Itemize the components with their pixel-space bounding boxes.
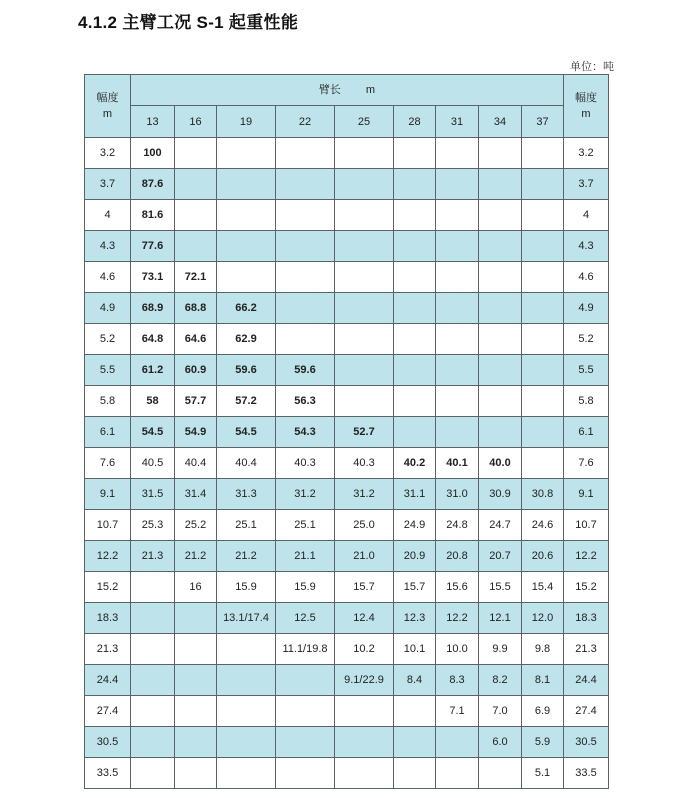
capacity-cell: 15.4	[522, 572, 564, 603]
capacity-cell: 25.3	[131, 510, 175, 541]
capacity-cell: 15.5	[479, 572, 522, 603]
radius-cell-left: 4.6	[85, 262, 131, 293]
radius-cell-right: 5.5	[564, 355, 609, 386]
capacity-cell: 12.3	[394, 603, 436, 634]
capacity-cell	[479, 138, 522, 169]
capacity-cell	[276, 231, 335, 262]
radius-cell-left: 4	[85, 200, 131, 231]
capacity-cell: 8.4	[394, 665, 436, 696]
capacity-cell	[335, 262, 394, 293]
capacity-cell: 40.3	[335, 448, 394, 479]
capacity-cell	[276, 293, 335, 324]
capacity-cell: 7.1	[436, 696, 479, 727]
capacity-cell: 40.3	[276, 448, 335, 479]
capacity-cell: 16	[175, 572, 217, 603]
capacity-cell	[394, 138, 436, 169]
capacity-cell: 12.2	[436, 603, 479, 634]
capacity-cell: 72.1	[175, 262, 217, 293]
radius-cell-right: 5.2	[564, 324, 609, 355]
capacity-cell	[436, 262, 479, 293]
capacity-cell	[175, 200, 217, 231]
capacity-cell: 64.6	[175, 324, 217, 355]
radius-cell-right: 18.3	[564, 603, 609, 634]
capacity-cell: 21.1	[276, 541, 335, 572]
radius-cell-right: 4.9	[564, 293, 609, 324]
table-row	[85, 417, 609, 448]
capacity-cell	[276, 200, 335, 231]
radius-cell-left: 24.4	[85, 665, 131, 696]
capacity-cell	[436, 324, 479, 355]
capacity-cell	[217, 634, 276, 665]
capacity-cell	[131, 696, 175, 727]
radius-cell-right: 7.6	[564, 448, 609, 479]
capacity-cell	[335, 696, 394, 727]
capacity-cell	[479, 169, 522, 200]
capacity-cell	[335, 758, 394, 789]
capacity-cell	[479, 758, 522, 789]
radius-cell-right: 4.6	[564, 262, 609, 293]
table-row	[85, 541, 609, 572]
capacity-cell: 21.2	[175, 541, 217, 572]
capacity-cell: 56.3	[276, 386, 335, 417]
capacity-cell	[335, 169, 394, 200]
radius-header-left	[85, 75, 131, 138]
radius-cell-right: 10.7	[564, 510, 609, 541]
table-row	[85, 138, 609, 169]
capacity-cell: 21.0	[335, 541, 394, 572]
capacity-cell: 15.7	[394, 572, 436, 603]
capacity-cell	[522, 324, 564, 355]
header-row-top	[85, 75, 609, 106]
radius-cell-left: 3.2	[85, 138, 131, 169]
table-row	[85, 448, 609, 479]
radius-unit-left: m	[102, 108, 113, 120]
capacity-cell: 7.0	[479, 696, 522, 727]
table-row	[85, 262, 609, 293]
capacity-cell: 40.5	[131, 448, 175, 479]
capacity-cell	[436, 355, 479, 386]
table-body	[85, 75, 609, 789]
capacity-cell: 10.2	[335, 634, 394, 665]
capacity-cell	[276, 169, 335, 200]
capacity-cell: 57.7	[175, 386, 217, 417]
capacity-cell	[394, 169, 436, 200]
capacity-cell	[276, 665, 335, 696]
capacity-cell: 24.6	[522, 510, 564, 541]
capacity-cell: 10.0	[436, 634, 479, 665]
capacity-cell	[479, 262, 522, 293]
capacity-cell: 40.2	[394, 448, 436, 479]
radius-cell-left: 4.9	[85, 293, 131, 324]
capacity-cell: 54.5	[217, 417, 276, 448]
capacity-cell: 58	[131, 386, 175, 417]
capacity-cell	[394, 417, 436, 448]
boom-length-cell: 34	[479, 106, 522, 138]
capacity-cell: 31.3	[217, 479, 276, 510]
radius-cell-left: 7.6	[85, 448, 131, 479]
capacity-cell: 6.0	[479, 727, 522, 758]
capacity-cell	[436, 138, 479, 169]
radius-cell-right: 24.4	[564, 665, 609, 696]
capacity-cell: 40.0	[479, 448, 522, 479]
table-row	[85, 200, 609, 231]
capacity-cell	[394, 200, 436, 231]
capacity-cell	[479, 417, 522, 448]
capacity-cell	[175, 231, 217, 262]
capacity-cell: 24.8	[436, 510, 479, 541]
capacity-cell	[131, 727, 175, 758]
capacity-cell: 6.9	[522, 696, 564, 727]
capacity-cell: 31.0	[436, 479, 479, 510]
radius-cell-left: 9.1	[85, 479, 131, 510]
capacity-cell: 24.7	[479, 510, 522, 541]
capacity-cell: 68.9	[131, 293, 175, 324]
capacity-cell	[479, 293, 522, 324]
capacity-cell	[131, 603, 175, 634]
boom-length-cell: 16	[175, 106, 217, 138]
table-row	[85, 572, 609, 603]
capacity-cell: 30.9	[479, 479, 522, 510]
capacity-cell	[335, 727, 394, 758]
capacity-cell	[522, 200, 564, 231]
capacity-cell: 25.1	[217, 510, 276, 541]
capacity-cell	[276, 727, 335, 758]
capacity-cell	[479, 231, 522, 262]
capacity-cell	[131, 665, 175, 696]
capacity-cell	[217, 696, 276, 727]
boom-length-cell: 31	[436, 106, 479, 138]
capacity-cell	[175, 727, 217, 758]
unit-label: 单位：吨	[570, 61, 614, 73]
radius-header-right	[564, 75, 609, 138]
capacity-cell: 40.1	[436, 448, 479, 479]
capacity-cell: 8.1	[522, 665, 564, 696]
radius-cell-left: 12.2	[85, 541, 131, 572]
capacity-cell: 15.9	[217, 572, 276, 603]
radius-cell-right: 30.5	[564, 727, 609, 758]
capacity-cell: 9.8	[522, 634, 564, 665]
capacity-cell: 8.3	[436, 665, 479, 696]
boom-length-cell: 19	[217, 106, 276, 138]
capacity-cell	[131, 572, 175, 603]
radius-cell-left: 6.1	[85, 417, 131, 448]
capacity-cell	[175, 696, 217, 727]
capacity-cell: 12.5	[276, 603, 335, 634]
capacity-cell: 68.8	[175, 293, 217, 324]
capacity-cell	[131, 758, 175, 789]
capacity-cell	[276, 262, 335, 293]
capacity-cell: 77.6	[131, 231, 175, 262]
table-row	[85, 355, 609, 386]
capacity-cell: 20.9	[394, 541, 436, 572]
capacity-cell	[436, 386, 479, 417]
capacity-cell: 31.2	[335, 479, 394, 510]
radius-cell-right: 4.3	[564, 231, 609, 262]
load-chart-table	[84, 74, 609, 789]
capacity-cell: 57.2	[217, 386, 276, 417]
radius-unit-right: m	[581, 108, 591, 120]
capacity-cell	[522, 169, 564, 200]
radius-cell-left: 21.3	[85, 634, 131, 665]
capacity-cell	[479, 386, 522, 417]
capacity-cell: 25.1	[276, 510, 335, 541]
capacity-cell: 87.6	[131, 169, 175, 200]
radius-cell-right: 27.4	[564, 696, 609, 727]
capacity-cell	[394, 324, 436, 355]
boom-length-cell: 28	[394, 106, 436, 138]
capacity-cell	[335, 324, 394, 355]
capacity-cell	[436, 758, 479, 789]
capacity-cell: 81.6	[131, 200, 175, 231]
capacity-cell	[479, 200, 522, 231]
capacity-cell	[175, 665, 217, 696]
capacity-cell: 20.6	[522, 541, 564, 572]
capacity-cell	[175, 603, 217, 634]
radius-label-right: 幅度	[575, 92, 597, 104]
boom-length-header: 臂长 m	[131, 75, 564, 106]
radius-cell-right: 21.3	[564, 634, 609, 665]
capacity-cell	[522, 355, 564, 386]
table-row	[85, 634, 609, 665]
radius-cell-left: 30.5	[85, 727, 131, 758]
radius-cell-left: 4.3	[85, 231, 131, 262]
table-row	[85, 324, 609, 355]
capacity-cell	[436, 200, 479, 231]
radius-cell-left: 3.7	[85, 169, 131, 200]
radius-label-left: 幅度	[96, 92, 119, 104]
capacity-cell	[522, 386, 564, 417]
capacity-cell	[217, 262, 276, 293]
boom-length-cell: 22	[276, 106, 335, 138]
table-row	[85, 479, 609, 510]
boom-length-row	[85, 106, 609, 138]
capacity-cell: 31.1	[394, 479, 436, 510]
capacity-cell	[335, 231, 394, 262]
capacity-cell	[335, 355, 394, 386]
capacity-cell	[175, 169, 217, 200]
radius-cell-right: 3.2	[564, 138, 609, 169]
capacity-cell: 24.9	[394, 510, 436, 541]
radius-cell-left: 27.4	[85, 696, 131, 727]
capacity-cell: 54.5	[131, 417, 175, 448]
capacity-cell: 40.4	[175, 448, 217, 479]
capacity-cell: 100	[131, 138, 175, 169]
capacity-cell: 9.9	[479, 634, 522, 665]
capacity-cell	[335, 200, 394, 231]
radius-cell-right: 15.2	[564, 572, 609, 603]
capacity-cell	[436, 293, 479, 324]
radius-cell-left: 5.5	[85, 355, 131, 386]
table-row	[85, 169, 609, 200]
table-row	[85, 665, 609, 696]
capacity-cell: 52.7	[335, 417, 394, 448]
capacity-cell	[394, 293, 436, 324]
capacity-cell	[394, 758, 436, 789]
capacity-cell	[522, 417, 564, 448]
capacity-cell	[217, 138, 276, 169]
capacity-cell: 59.6	[276, 355, 335, 386]
capacity-cell	[522, 262, 564, 293]
boom-length-cell: 25	[335, 106, 394, 138]
capacity-cell: 5.1	[522, 758, 564, 789]
capacity-cell: 9.1/22.9	[335, 665, 394, 696]
capacity-cell	[394, 355, 436, 386]
capacity-cell	[335, 138, 394, 169]
radius-cell-right: 6.1	[564, 417, 609, 448]
capacity-cell: 73.1	[131, 262, 175, 293]
capacity-cell: 25.0	[335, 510, 394, 541]
capacity-cell: 15.6	[436, 572, 479, 603]
table-row	[85, 386, 609, 417]
capacity-cell	[276, 758, 335, 789]
table-row	[85, 727, 609, 758]
table-row	[85, 510, 609, 541]
capacity-cell: 31.5	[131, 479, 175, 510]
capacity-cell	[522, 231, 564, 262]
capacity-cell: 13.1/17.4	[217, 603, 276, 634]
capacity-cell: 31.2	[276, 479, 335, 510]
boom-length-cell: 13	[131, 106, 175, 138]
radius-cell-right: 5.8	[564, 386, 609, 417]
table-row	[85, 696, 609, 727]
capacity-cell	[394, 696, 436, 727]
capacity-cell	[217, 169, 276, 200]
capacity-cell	[394, 727, 436, 758]
capacity-cell	[522, 138, 564, 169]
capacity-cell	[131, 634, 175, 665]
capacity-cell	[479, 324, 522, 355]
table-row	[85, 603, 609, 634]
capacity-cell	[175, 634, 217, 665]
capacity-cell: 12.4	[335, 603, 394, 634]
capacity-cell	[175, 138, 217, 169]
capacity-cell	[436, 417, 479, 448]
capacity-cell	[394, 386, 436, 417]
radius-cell-right: 33.5	[564, 758, 609, 789]
capacity-cell	[217, 200, 276, 231]
capacity-cell	[522, 293, 564, 324]
radius-cell-left: 15.2	[85, 572, 131, 603]
capacity-cell: 62.9	[217, 324, 276, 355]
capacity-cell	[436, 727, 479, 758]
capacity-cell: 64.8	[131, 324, 175, 355]
radius-cell-left: 18.3	[85, 603, 131, 634]
capacity-cell: 21.3	[131, 541, 175, 572]
capacity-cell: 21.2	[217, 541, 276, 572]
boom-length-cell: 37	[522, 106, 564, 138]
capacity-cell: 10.1	[394, 634, 436, 665]
capacity-cell: 8.2	[479, 665, 522, 696]
capacity-cell: 31.4	[175, 479, 217, 510]
capacity-cell: 20.8	[436, 541, 479, 572]
capacity-cell: 15.7	[335, 572, 394, 603]
table-row	[85, 293, 609, 324]
radius-cell-left: 5.8	[85, 386, 131, 417]
capacity-cell: 15.9	[276, 572, 335, 603]
capacity-cell	[175, 758, 217, 789]
capacity-cell: 12.0	[522, 603, 564, 634]
capacity-cell	[217, 231, 276, 262]
capacity-cell: 61.2	[131, 355, 175, 386]
radius-cell-right: 3.7	[564, 169, 609, 200]
capacity-cell: 66.2	[217, 293, 276, 324]
capacity-cell: 20.7	[479, 541, 522, 572]
capacity-cell: 5.9	[522, 727, 564, 758]
capacity-cell	[394, 231, 436, 262]
capacity-cell	[335, 386, 394, 417]
radius-cell-right: 12.2	[564, 541, 609, 572]
capacity-cell	[394, 262, 436, 293]
capacity-cell	[276, 696, 335, 727]
capacity-cell	[276, 138, 335, 169]
radius-cell-left: 5.2	[85, 324, 131, 355]
capacity-cell: 54.3	[276, 417, 335, 448]
table-row	[85, 758, 609, 789]
capacity-cell	[436, 169, 479, 200]
capacity-cell	[276, 324, 335, 355]
capacity-cell: 40.4	[217, 448, 276, 479]
capacity-cell	[335, 293, 394, 324]
capacity-cell: 12.1	[479, 603, 522, 634]
capacity-cell: 60.9	[175, 355, 217, 386]
capacity-cell: 30.8	[522, 479, 564, 510]
capacity-cell	[479, 355, 522, 386]
capacity-cell	[436, 231, 479, 262]
radius-cell-right: 9.1	[564, 479, 609, 510]
capacity-cell	[217, 727, 276, 758]
radius-cell-left: 10.7	[85, 510, 131, 541]
capacity-cell	[217, 665, 276, 696]
table-row	[85, 231, 609, 262]
capacity-cell: 54.9	[175, 417, 217, 448]
capacity-cell	[217, 758, 276, 789]
capacity-cell: 11.1/19.8	[276, 634, 335, 665]
capacity-cell: 59.6	[217, 355, 276, 386]
radius-cell-left: 33.5	[85, 758, 131, 789]
capacity-cell: 25.2	[175, 510, 217, 541]
capacity-cell	[522, 448, 564, 479]
section-heading: 4.1.2 主臂工况 S-1 起重性能	[78, 13, 299, 32]
radius-cell-right: 4	[564, 200, 609, 231]
